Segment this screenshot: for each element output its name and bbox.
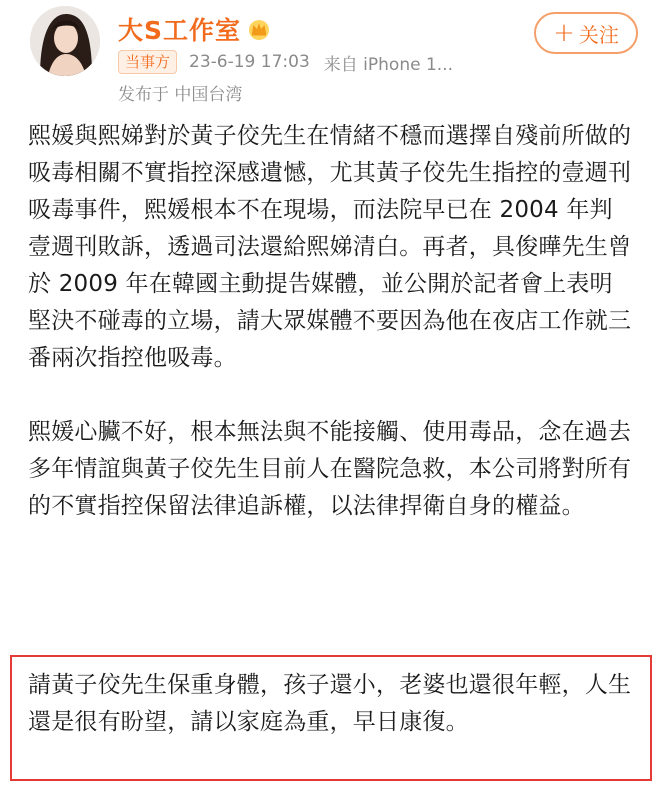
post-location: 发布于 中国台湾 [118, 85, 243, 105]
post-paragraph: 熙媛心臟不好，根本無法與不能接觸、使用毒品，念在過去多年情誼與黃子佼先生目前人在醫院急救，本公司將對所有的不實指控保留法律追訴權，以法律捍衛自身的權益。 [28, 419, 632, 519]
follow-button[interactable] [534, 12, 638, 54]
plus-icon: + [553, 18, 575, 48]
highlighted-paragraph: 請黃子佼先生保重身體，孩子還小，老婆也還很年輕，人生還是很有盼望，請以家庭為重，早日康復。 [28, 672, 632, 735]
post-source: 来自 iPhone 1... [323, 54, 453, 75]
avatar[interactable] [30, 6, 100, 76]
follow-label: 关注 [578, 22, 619, 47]
meta-row [118, 50, 453, 74]
post-paragraph: 熙媛與熙娣對於黃子佼先生在情緒不穩而選擇自殘前所做的吸毒相關不實指控深感遺憾，尤其黃子佼先生指控的壹週刊吸毒事件，熙媛根本不在現場，而法院早已在 2004 年判壹週刊敗訴，透過司法還給熙娣清白。再者，具俊曄先生曾於 2009 年在韓國主動提告媒體，並公開於記者會上表明堅決不碰毒的立場，請大眾媒體不要因為他在夜店工作就三番兩次指控他吸毒。 [28, 123, 632, 371]
post-body [28, 118, 634, 525]
status-badge: 当事方 [118, 50, 177, 74]
post-time: 23-6-19 17:03 [189, 52, 310, 72]
post-header [0, 0, 660, 112]
author-name[interactable]: 大S工作室 [118, 16, 242, 45]
author-row [118, 12, 271, 46]
crown-icon [247, 18, 271, 40]
